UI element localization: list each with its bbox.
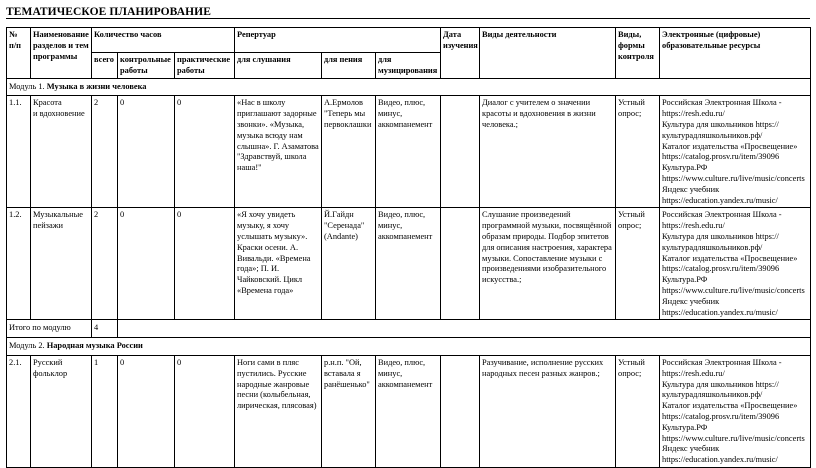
row-hours-practical: 0 — [175, 208, 235, 320]
row-hours-practical: 0 — [175, 96, 235, 208]
row-rep-listening: «Нас в школу приглашают задорные звонки». «Музыка, музыка всюду нам слышна». Г. Азаматова "Здравствуй, школа наша!" — [235, 96, 322, 208]
row-resources: Российская Электронная Школа - https://resh.edu.ru/ Культура для школьников https://культурадляшкольников.рф/ Каталог издательства «Просвещение» https://catalog.prosv.ru/item/39096 Культура.РФ https://www.culture.ru/live/music/concerts Яндекс учебник https://education.yandex.ru/music/ — [660, 355, 811, 467]
row-hours-total: 1 — [92, 355, 118, 467]
title-underline — [6, 18, 810, 19]
header-date: Дата изучения — [441, 28, 480, 79]
module-title: Музыка в жизни человека — [46, 81, 147, 91]
header-num: № п/п — [7, 28, 31, 79]
row-rep-listening: «Я хочу увидеть музыку, я хочу услышать музыку». Краски осени. А. Вивальди. «Времена года»; П. И. Чайковский. Цикл «Времена года» — [235, 208, 322, 320]
planning-table — [6, 27, 811, 468]
row-control-form: Устный опрос; — [616, 208, 660, 320]
header-row-1 — [7, 28, 811, 53]
row-resources: Российская Электронная Школа - https://resh.edu.ru/ Культура для школьников https://культурадляшкольников.рф/ Каталог издательства «Просвещение» https://catalog.prosv.ru/item/39096 Культура.РФ https://www.culture.ru/live/music/concerts Яндекс учебник https://education.yandex.ru/music/ — [660, 96, 811, 208]
row-rep-singing: р.н.п. "Ой, вставала я ранёшенько" — [322, 355, 376, 467]
row-num: 2.1. — [7, 355, 31, 467]
module-prefix: Модуль 2. — [9, 341, 45, 351]
row-control-form: Устный опрос; — [616, 355, 660, 467]
row-hours-total: 2 — [92, 208, 118, 320]
row-rep-listening: Ноги сами в пляс пустились. Русские народные жанровые песни (колыбельная, лирическая, плясовая) — [235, 355, 322, 467]
module-total-label: Итого по модулю — [7, 320, 92, 338]
row-rep-music-making: Видео, плюс, минус, аккомпанемент — [376, 355, 441, 467]
row-activities: Разучивание, исполнение русских народных песен разных жанров.; — [480, 355, 616, 467]
header-rep-singing: для пения — [322, 53, 376, 79]
module-row — [7, 78, 811, 96]
module-total-value: 4 — [92, 320, 118, 338]
row-topic: Красота и вдохновение — [31, 96, 92, 208]
header-rep-listening: для слушания — [235, 53, 322, 79]
row-control-form: Устный опрос; — [616, 96, 660, 208]
table-row — [7, 355, 811, 467]
header-hours: Количество часов — [92, 28, 235, 53]
page-title: ТЕМАТИЧЕСКОЕ ПЛАНИРОВАНИЕ — [6, 6, 211, 18]
module-total-row — [7, 320, 811, 338]
row-rep-music-making: Видео, плюс, минус, аккомпанемент — [376, 96, 441, 208]
row-hours-total: 2 — [92, 96, 118, 208]
row-topic: Русский фольклор — [31, 355, 92, 467]
header-resources: Электронные (цифровые) образовательные ресурсы — [660, 28, 811, 79]
table-row — [7, 208, 811, 320]
module-prefix: Модуль 1. — [9, 81, 45, 91]
header-control-forms: Виды, формы контроля — [616, 28, 660, 79]
module-2-heading — [7, 338, 811, 356]
row-topic: Музыкальные пейзажи — [31, 208, 92, 320]
row-hours-control: 0 — [118, 355, 175, 467]
row-hours-control: 0 — [118, 96, 175, 208]
row-num: 1.2. — [7, 208, 31, 320]
module-row — [7, 338, 811, 356]
table-row — [7, 96, 811, 208]
row-num: 1.1. — [7, 96, 31, 208]
module-total-filler — [118, 320, 811, 338]
row-rep-music-making: Видео, плюс, минус, аккомпанемент — [376, 208, 441, 320]
row-resources: Российская Электронная Школа - https://resh.edu.ru/ Культура для школьников https://культурадляшкольников.рф/ Каталог издательства «Просвещение» https://catalog.prosv.ru/item/39096 Культура.РФ https://www.culture.ru/live/music/concerts Яндекс учебник https://education.yandex.ru/music/ — [660, 208, 811, 320]
header-hours-total: всего — [92, 53, 118, 79]
row-date — [441, 208, 480, 320]
row-activities: Диалог с учителем о значении красоты и вдохновения в жизни человека.; — [480, 96, 616, 208]
row-rep-singing: Й.Гайдн "Серенада" (Andante) — [322, 208, 376, 320]
row-hours-practical: 0 — [175, 355, 235, 467]
header-repertoire: Репертуар — [235, 28, 441, 53]
row-date — [441, 355, 480, 467]
header-hours-practical: практические работы — [175, 53, 235, 79]
row-date — [441, 96, 480, 208]
header-hours-control: контрольные работы — [118, 53, 175, 79]
row-hours-control: 0 — [118, 208, 175, 320]
module-1-heading — [7, 78, 811, 96]
row-activities: Слушание произведений программной музыки, посвящённой образам природы. Подбор эпитетов для описания настроения, характера музыки. Сопоставление музыки с произведениями изобразительного искусства.; — [480, 208, 616, 320]
header-activities: Виды деятельности — [480, 28, 616, 79]
row-rep-singing: А.Ермолов "Теперь мы первоклашки — [322, 96, 376, 208]
module-title: Народная музыка России — [46, 341, 143, 351]
header-rep-music-making: для музицирования — [376, 53, 441, 79]
header-section: Наименование разделов и тем программы — [31, 28, 92, 79]
